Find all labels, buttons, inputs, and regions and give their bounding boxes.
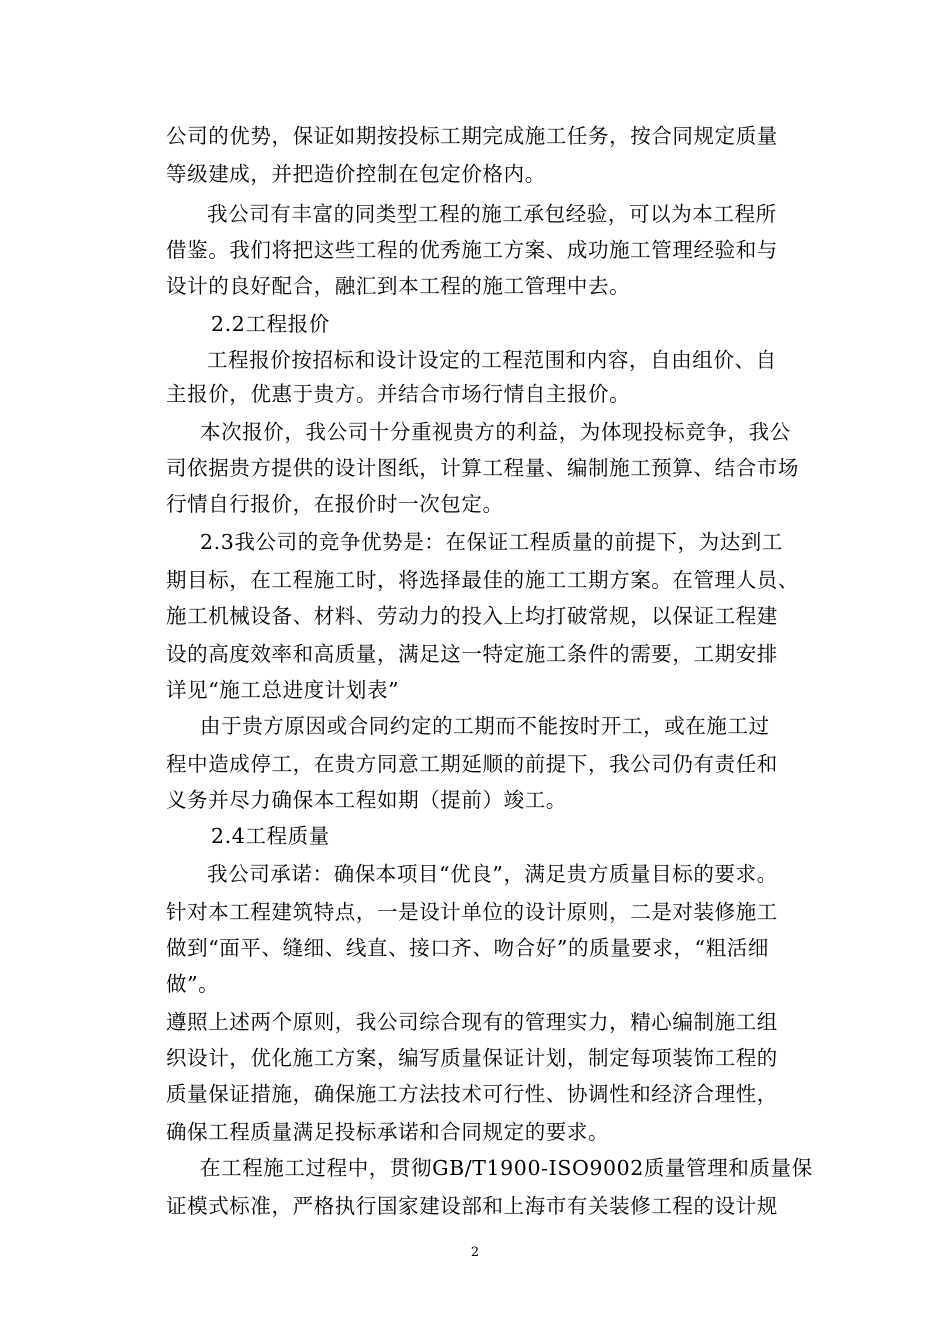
section-heading-2-2: 2.2工程报价 <box>211 312 330 336</box>
text-line: 工程报价按招标和设计设定的工程范围和内容，自由组价、自 <box>207 348 777 372</box>
text-line: 织设计，优化施工方案，编写质量保证计划，制定每项装饰工程的 <box>166 1046 778 1070</box>
text-line: 证模式标准，严格执行国家建设部和上海市有关装修工程的设计规 <box>166 1194 778 1218</box>
text-line: 本次报价，我公司十分重视贵方的利益，为体现投标竞争，我公 <box>200 420 791 444</box>
text-line: 我公司有丰富的同类型工程的施工承包经验，可以为本工程所 <box>207 202 777 226</box>
text-line: 做”。 <box>166 972 220 996</box>
text-line: 义务并尽力确保本工程如期（提前）竣工。 <box>166 788 567 812</box>
page-number: 2 <box>470 1245 480 1260</box>
text-line: 由于贵方原因或合同约定的工期而不能按时开工，或在施工过 <box>200 714 770 738</box>
text-line: 设计的良好配合，融汇到本工程的施工管理中去。 <box>166 274 631 298</box>
text-line: 行情自行报价，在报价时一次包定。 <box>166 492 504 516</box>
text-line: 我公司承诺：确保本项目“优良”，满足贵方质量目标的要求。 <box>207 862 778 886</box>
text-line: 设的高度效率和高质量，满足这一特定施工条件的需要，工期安排 <box>166 642 778 666</box>
text-line: 主报价，优惠于贵方。并结合市场行情自主报价。 <box>166 382 631 406</box>
text-line: 借鉴。我们将把这些工程的优秀施工方案、成功施工管理经验和与 <box>166 238 778 262</box>
section-heading-2-4: 2.4工程质量 <box>211 824 330 848</box>
text-line: 施工机械设备、材料、劳动力的投入上均打破常规，以保证工程建 <box>166 604 778 628</box>
text-line: 遵照上述两个原则，我公司综合现有的管理实力，精心编制施工组 <box>166 1010 778 1034</box>
text-line: 司依据贵方提供的设计图纸，计算工程量、编制施工预算、结合市场 <box>166 456 799 480</box>
text-line: 公司的优势，保证如期按投标工期完成施工任务，按合同规定质量 <box>166 124 778 148</box>
text-line: 在工程施工过程中，贯彻GB/T1900-ISO9002质量管理和质量保 <box>200 1156 813 1180</box>
text-line: 2.3我公司的竞争优势是：在保证工程质量的前提下，为达到工 <box>200 530 783 554</box>
text-line: 确保工程质量满足投标承诺和合同规定的要求。 <box>166 1120 610 1144</box>
text-line: 等级建成，并把造价控制在包定价格内。 <box>166 162 546 186</box>
text-line: 质量保证措施，确保施工方法技术可行性、协调性和经济合理性， <box>166 1082 778 1106</box>
text-line: 做到“面平、缝细、线直、接口齐、吻合好”的质量要求，“粗活细 <box>166 936 769 960</box>
text-line: 针对本工程建筑特点，一是设计单位的设计原则，二是对装修施工 <box>166 900 778 924</box>
text-line: 详见“施工总进度计划表” <box>166 678 400 702</box>
text-line: 期目标，在工程施工时，将选择最佳的施工工期方案。在管理人员、 <box>166 568 799 592</box>
text-line: 程中造成停工，在贵方同意工期延顺的前提下，我公司仍有责任和 <box>166 752 778 776</box>
